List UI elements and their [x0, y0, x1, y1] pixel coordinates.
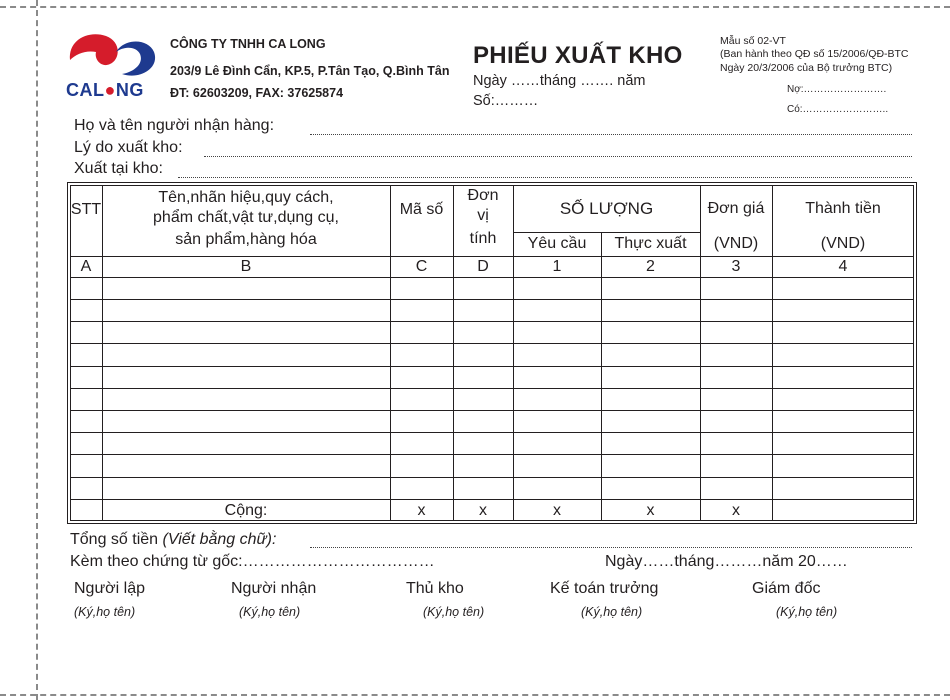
- perforation-bottom: [0, 694, 950, 696]
- reason-line: [204, 156, 912, 157]
- receiver-label: Họ và tên người nhận hàng:: [74, 117, 275, 134]
- row-line: [70, 299, 914, 300]
- col-code: 2: [646, 258, 655, 275]
- page-title: PHIẾU XUẤT KHO: [473, 42, 683, 69]
- logo-text: CAL●NG: [66, 80, 144, 100]
- col-line: [390, 185, 391, 521]
- col-code: 4: [838, 258, 848, 275]
- row-line: [70, 410, 914, 411]
- col-code: C: [415, 258, 428, 275]
- row-line: [70, 388, 914, 389]
- col-code: D: [477, 258, 489, 275]
- header-unit: Đơn vị tính: [467, 187, 499, 247]
- company-logo: [66, 30, 160, 102]
- perforation-top: [0, 6, 950, 8]
- header-amount: Thành tiền (VND): [805, 200, 881, 252]
- total-mark: x: [417, 502, 426, 519]
- signature-title: Kế toán trưởng: [550, 580, 659, 597]
- header-requested: Yêu cầu: [527, 235, 587, 252]
- logo-swoosh-icon: [66, 30, 160, 82]
- receiver-line: [310, 134, 912, 135]
- row-line: [70, 343, 914, 344]
- signature-note: (Ký,họ tên): [776, 605, 838, 619]
- attached-docs: Kèm theo chứng từ gốc:………………………………: [70, 553, 435, 570]
- row-line: [70, 366, 914, 367]
- row-line: [70, 432, 914, 433]
- document-date-line: Ngày ……tháng ……. năm: [473, 73, 646, 89]
- row-line: [70, 477, 914, 478]
- company-name: CÔNG TY TNHH CA LONG: [170, 37, 326, 51]
- col-code: 3: [731, 258, 741, 275]
- company-phone-fax: ĐT: 62603209, FAX: 37625874: [170, 86, 344, 100]
- signature-title: Thủ kho: [406, 580, 464, 597]
- signature-title: Giám đốc: [752, 580, 821, 597]
- signature-note: (Ký,họ tên): [423, 605, 485, 619]
- total-words-label: Tổng số tiền (Viết bằng chữ):: [70, 531, 277, 548]
- perforation-left: [36, 0, 38, 700]
- total-words-line: [310, 547, 912, 548]
- col-code: A: [80, 258, 92, 275]
- signature-note: (Ký,họ tên): [239, 605, 301, 619]
- debit-line: Nợ:…………………….: [787, 84, 887, 95]
- document-number-line: Số:………: [473, 93, 539, 109]
- signature-note: (Ký,họ tên): [581, 605, 643, 619]
- col-code: B: [240, 258, 252, 275]
- col-code: 1: [552, 258, 562, 275]
- credit-line: Có:……………………..: [787, 104, 889, 115]
- total-mark: x: [479, 502, 487, 519]
- warehouse-label: Xuất tại kho:: [74, 160, 163, 177]
- warehouse-line: [178, 177, 912, 178]
- total-label: Cộng:: [224, 502, 268, 519]
- total-mark: x: [732, 502, 740, 519]
- header-bottom-line: [70, 256, 914, 257]
- row-line: [70, 454, 914, 455]
- signature-title: Người nhận: [231, 580, 317, 597]
- total-mark: x: [553, 502, 561, 519]
- signature-title: Người lập: [74, 580, 146, 597]
- quantity-divider: [513, 232, 700, 233]
- row-line: [70, 321, 914, 322]
- reason-label: Lý do xuất kho:: [74, 139, 183, 156]
- header-quantity: SỐ LƯỢNG: [559, 199, 654, 218]
- header-stt: STT: [70, 201, 102, 218]
- form-issued: (Ban hành theo QĐ số 15/2006/QĐ-BTC: [720, 48, 909, 60]
- header-code: Mã số: [399, 201, 444, 218]
- codes-bottom-line: [70, 277, 914, 278]
- total-mark: x: [646, 502, 655, 519]
- header-actual: Thực xuất: [614, 235, 687, 252]
- header-price: Đơn giá (VND): [707, 200, 765, 252]
- total-row-top-line: [70, 499, 914, 500]
- company-address: 203/9 Lê Đình Cẩn, KP.5, P.Tân Tạo, Q.Bình Tân: [170, 64, 450, 78]
- footer-date-line: Ngày……tháng………năm 20……: [605, 553, 848, 570]
- form-issued-date: Ngày 20/3/2006 của Bộ trưởng BTC): [720, 62, 893, 74]
- signature-note: (Ký,họ tên): [74, 605, 136, 619]
- form-code: Mẫu số 02-VT: [720, 35, 786, 47]
- header-name: Tên,nhãn hiệu,quy cách, phẩm chất,vật tư,dụng cụ, sản phẩm,hàng hóa: [153, 189, 339, 248]
